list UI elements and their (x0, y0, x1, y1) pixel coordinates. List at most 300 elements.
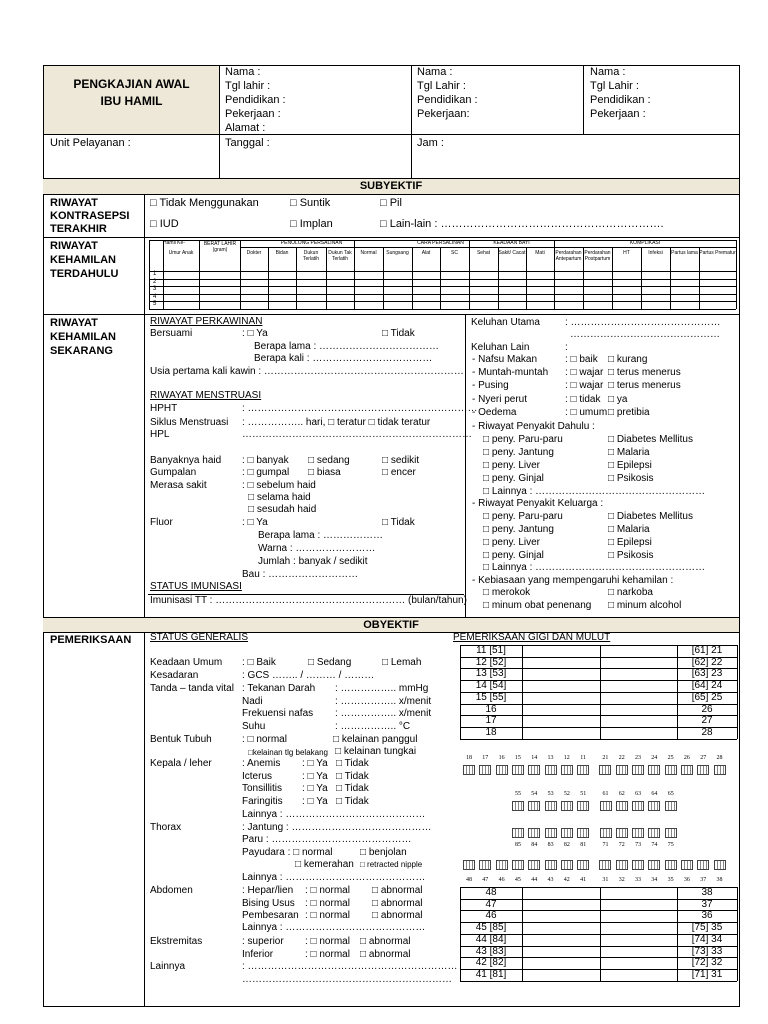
checkbox-lain-lain[interactable]: □ Lain-lain : ……………………………………………………. (380, 218, 664, 230)
odonto-upper-num-21: 21 (602, 755, 609, 761)
bentuk-normal[interactable]: : □ normal (242, 734, 287, 745)
odonto-lower-primary-num-74: 74 (651, 842, 658, 848)
berapa-kali-field[interactable]: Berapa kali : ……………………………… (254, 353, 433, 364)
col1-field-4[interactable]: Pekerjaan : (225, 108, 281, 120)
odonto-upper-num-23: 23 (635, 755, 641, 761)
hist-subhead-13: Perdarahan Postpartum (584, 250, 611, 262)
keluhan-utama-field[interactable]: : ……………………………………… (565, 317, 721, 328)
gigi-lower-right-8[interactable]: [71] 31 (691, 968, 723, 980)
fluor-tidak[interactable]: □ Tidak (382, 517, 415, 528)
ek-opt-a-2[interactable]: : □ normal (305, 948, 350, 960)
odonto-lower-num-48: 48 (466, 877, 472, 883)
odonto-lower-primary-tooth-74[interactable] (648, 828, 660, 838)
obyektif-band: OBYEKTIF (43, 617, 739, 633)
gigi-upper-right-6[interactable]: 26 (701, 703, 713, 715)
gigi-upper-left-2[interactable]: 12 [52] (475, 656, 507, 668)
ab-label-1: : Hepar/lien (242, 885, 294, 896)
odonto-upper-tooth-15[interactable] (512, 765, 524, 775)
hist-subhead-3: Dukun Terlatih (302, 250, 320, 262)
col1-field-3[interactable]: Pendidikan : (225, 94, 286, 106)
odonto-lower-primary-tooth-85[interactable] (512, 828, 524, 838)
gigi-lower-left-8[interactable]: 41 [81] (475, 968, 507, 980)
odonto-lower-tooth-45[interactable] (512, 860, 524, 870)
kepala-opt-a-2[interactable]: : □ Ya (302, 770, 328, 782)
dahulu-a-4[interactable]: □ peny. Ginjal (483, 473, 544, 484)
kebiasaan-title: - Kebiasaan yang mempengaruhi kehamilan : (472, 575, 674, 586)
odonto-upper-primary-num-65: 65 (667, 791, 674, 797)
odonto-lower-primary-num-71: 71 (602, 842, 609, 848)
odonto-lower-primary-tooth-71[interactable] (600, 828, 612, 838)
fluor-lama-field[interactable]: Berapa lama : ……………… (258, 530, 384, 541)
hist-row-number-3: 3 (153, 286, 157, 293)
hist-head-komplikasi: KOMPLIKASI (629, 240, 661, 246)
gigi-upper-right-4[interactable]: [64] 24 (691, 680, 723, 692)
odonto-lower-tooth-32[interactable] (616, 860, 628, 870)
fluor-bau-field[interactable]: Bau : ……………………… (242, 569, 359, 580)
gigi-upper-right-7[interactable]: 27 (701, 715, 713, 727)
odonto-upper-tooth-16[interactable] (496, 765, 508, 775)
ku-sedang[interactable]: □ Sedang (308, 657, 352, 668)
kepala-opt-b-3[interactable]: □ Tidak (336, 783, 369, 795)
gigi-upper-right-3[interactable]: [63] 23 (691, 668, 723, 680)
gigi-lower-right-5[interactable]: [74] 34 (691, 933, 723, 945)
odonto-upper-num-15: 15 (514, 755, 521, 761)
dahulu-b-3[interactable]: □ Epilepsi (608, 460, 652, 471)
checkbox-tidak-menggunakan[interactable]: □ Tidak Menggunakan (150, 197, 259, 209)
kebiasaan-b-2[interactable]: □ minum alcohol (608, 599, 682, 611)
haid-sedang[interactable]: □ sedang (308, 455, 350, 466)
gigi-upper-right-5[interactable]: [65] 25 (691, 691, 723, 703)
odonto-lower-primary-num-81: 81 (580, 842, 587, 848)
kepala-opt-b-4[interactable]: □ Tidak (336, 796, 369, 808)
gigi-upper-left-8[interactable]: 18 (485, 726, 497, 738)
odonto-upper-num-27: 27 (700, 755, 707, 761)
hist-head-penolong: PENOLONG PERSALINAN (280, 240, 343, 246)
gigi-lower-right-7[interactable]: [72] 32 (691, 957, 723, 969)
gigi-upper-right-2[interactable]: [62] 22 (691, 656, 723, 668)
bersuami-ya[interactable]: : □ Ya (242, 328, 268, 339)
odonto-upper-primary-tooth-63[interactable] (632, 801, 644, 811)
gigi-lower-right-4[interactable]: [75] 35 (691, 922, 723, 934)
kepala-lainnya-field[interactable]: Lainnya : …………………………………… (242, 809, 426, 820)
keluarga-a-2[interactable]: □ peny. Jantung (483, 524, 554, 535)
keluarga-b-3[interactable]: □ Epilepsi (608, 537, 652, 548)
gigi-upper-left-1[interactable]: 11 [51] (476, 645, 506, 656)
hist-subhead-6: Sungsang (386, 250, 409, 256)
hpht-label: HPHT (150, 403, 178, 414)
odonto-lower-num-36: 36 (683, 877, 690, 883)
banyak-haid-label: Banyaknya haid (150, 455, 222, 466)
checkbox-pil[interactable]: □ Pil (380, 197, 402, 209)
kepala-opt-b-2[interactable]: □ Tidak (336, 770, 369, 782)
odonto-lower-tooth-34[interactable] (648, 860, 660, 870)
sakit-sesudah[interactable]: □ sesudah haid (248, 504, 317, 515)
odonto-lower-primary-num-75: 75 (667, 842, 674, 848)
gumpalan-encer[interactable]: □ encer (382, 467, 416, 478)
keluhan-item-opt-a-2[interactable]: : □ wajar (565, 367, 604, 379)
dahulu-b-4[interactable]: □ Psikosis (608, 473, 654, 484)
col3-field-3[interactable]: Pendidikan : (590, 94, 651, 106)
haid-sedikit[interactable]: □ sedikit (382, 455, 420, 466)
kepala-opt-a-4[interactable]: : □ Ya (302, 796, 328, 808)
ku-baik[interactable]: : □ Baik (242, 657, 276, 668)
gigi-upper-left-6[interactable]: 16 (485, 703, 497, 715)
odonto-upper-primary-tooth-53[interactable] (545, 801, 557, 811)
odonto-upper-tooth-14[interactable] (528, 765, 540, 775)
gigi-lower-left-3[interactable]: 46 (485, 910, 497, 922)
ttv-field-1[interactable]: : …………….. mmHg (335, 683, 429, 694)
odonto-lower-primary-tooth-84[interactable] (528, 828, 540, 838)
checkbox-iud[interactable]: □ IUD (150, 218, 179, 230)
keluhan-item-label-5: - Oedema (472, 406, 517, 418)
odonto-lower-num-45: 45 (514, 877, 521, 883)
form-title-line2: IBU HAMIL (100, 94, 163, 108)
gigi-lower-left-1[interactable]: 48 (485, 887, 497, 898)
odonto-lower-tooth-33[interactable] (632, 860, 644, 870)
odonto-upper-primary-num-63: 63 (635, 791, 642, 797)
hist-head-umur-anak: Umur Anak (168, 250, 194, 256)
merasa-sakit-label: Merasa sakit (150, 480, 207, 491)
gumpalan-gumpal[interactable]: : □ gumpal (242, 467, 290, 478)
odonto-lower-primary-tooth-73[interactable] (632, 828, 644, 838)
odonto-lower-tooth-46[interactable] (496, 860, 508, 870)
odonto-upper-tooth-17[interactable] (479, 765, 491, 775)
gigi-lower-left-6[interactable]: 43 [83] (475, 945, 507, 957)
odonto-lower-num-43: 43 (547, 877, 554, 883)
keluhan-item-label-4: - Nyeri perut (472, 393, 528, 405)
dahulu-b-2[interactable]: □ Malaria (608, 447, 650, 458)
gumpalan-label: Gumpalan (150, 467, 197, 478)
ttv-label-4: Suhu (242, 720, 266, 732)
ab-opt-a-3[interactable]: : □ normal (305, 910, 350, 921)
hpht-field[interactable]: : …………………………………………………………… (242, 403, 478, 414)
ek-label-1: : superior (242, 936, 284, 947)
kepala-opt-b-1[interactable]: □ Tidak (336, 758, 369, 769)
odonto-upper-primary-tooth-54[interactable] (528, 801, 540, 811)
odonto-upper-tooth-27[interactable] (697, 765, 709, 775)
menstruasi-title: RIWAYAT MENSTRUASI (150, 390, 262, 401)
odonto-upper-num-16: 16 (498, 755, 505, 761)
odonto-upper-tooth-11[interactable] (577, 765, 589, 775)
checkbox-suntik[interactable]: □ Suntik (290, 197, 331, 209)
odonto-lower-tooth-31[interactable] (599, 860, 611, 870)
usia-kawin-field[interactable]: Usia pertama kali kawin : …………………………………………………… (150, 366, 464, 377)
keluhan-item-opt-a-5[interactable]: : □ umum (565, 406, 608, 418)
odonto-upper-primary-num-51: 51 (580, 791, 587, 797)
kesadaran-label: Kesadaran (150, 670, 199, 681)
kepala-opt-a-3[interactable]: : □ Ya (302, 783, 328, 795)
fluor-jumlah-field[interactable]: Jumlah : banyak / sedikit (258, 556, 368, 567)
odonto-upper-tooth-23[interactable] (632, 765, 644, 775)
odonto-upper-primary-tooth-52[interactable] (561, 801, 573, 811)
haid-banyak[interactable]: : □ banyak (242, 455, 289, 466)
ab-opt-b-1[interactable]: □ abnormal (372, 885, 423, 896)
ek-opt-b-1[interactable]: □ abnormal (360, 936, 411, 947)
gigi-lower-left-5[interactable]: 44 [84] (475, 933, 507, 945)
gigi-lower-right-3[interactable]: 36 (701, 910, 713, 922)
odonto-upper-num-22: 22 (618, 755, 625, 761)
odonto-upper-primary-tooth-55[interactable] (512, 801, 524, 811)
odonto-upper-primary-tooth-51[interactable] (577, 801, 589, 811)
siklus-label: Siklus Menstruasi (150, 417, 229, 428)
kepala-label-4: Faringitis (242, 796, 283, 808)
dahulu-b-1[interactable]: □ Diabetes Mellitus (608, 434, 693, 445)
odonto-lower-tooth-42[interactable] (561, 860, 573, 870)
odonto-upper-tooth-26[interactable] (681, 765, 693, 775)
col1-field-5[interactable]: Alamat : (225, 122, 266, 134)
hist-subhead-14: HT (623, 250, 630, 256)
perkawinan-title: RIWAYAT PERKAWINAN (150, 316, 263, 327)
payudara-kemerahan[interactable]: □ kemerahan (295, 859, 354, 870)
hist-subhead-1: Dokter (246, 250, 262, 256)
siklus-field[interactable]: : …………….. hari, □ teratur □ tidak teratur (242, 417, 431, 428)
odonto-lower-primary-tooth-81[interactable] (577, 828, 589, 838)
odonto-lower-tooth-47[interactable] (479, 860, 491, 870)
odonto-lower-num-41: 41 (580, 877, 587, 883)
keluarga-a-3[interactable]: □ peny. Liver (483, 537, 540, 548)
gigi-upper-left-3[interactable]: 13 [53] (475, 668, 507, 680)
kepala-label-1: : Anemis (242, 758, 281, 769)
keluarga-b-1[interactable]: □ Diabetes Mellitus (608, 511, 693, 522)
kebiasaan-a-1[interactable]: □ merokok (483, 587, 531, 598)
gigi-upper-left-7[interactable]: 17 (485, 715, 497, 727)
odonto-lower-tooth-41[interactable] (577, 860, 589, 870)
hist-subhead-11: Mati (535, 250, 545, 256)
odonto-upper-primary-num-64: 64 (651, 791, 658, 797)
dahulu-a-1[interactable]: □ peny. Paru-paru (483, 434, 563, 445)
keluhan-item-opt-b-2[interactable]: □ terus menerus (608, 367, 681, 379)
odonto-lower-primary-tooth-83[interactable] (545, 828, 557, 838)
bersuami-tidak[interactable]: □ Tidak (382, 328, 415, 339)
ttv-label-1: : Tekanan Darah (242, 683, 316, 694)
sekarang-label-1: RIWAYAT (50, 317, 98, 329)
bentuk-kelainan-tulang-belakang[interactable]: □kelainan tlg belakang (248, 748, 328, 757)
gigi-upper-right-8[interactable]: 28 (701, 726, 713, 738)
keluhan-lain-label: Keluhan Lain (471, 342, 530, 353)
ab-opt-a-2[interactable]: : □ normal (305, 897, 350, 909)
keluhan-item-opt-a-4[interactable]: : □ tidak (565, 393, 601, 405)
ab-opt-b-2[interactable]: □ abnormal (372, 897, 423, 909)
keluarga-b-2[interactable]: □ Malaria (608, 524, 650, 535)
odonto-upper-tooth-22[interactable] (616, 765, 628, 775)
odonto-upper-primary-num-62: 62 (618, 791, 625, 797)
keluhan-item-opt-b-3[interactable]: □ terus menerus (608, 380, 681, 392)
gigi-lower-right-1[interactable]: 38 (701, 887, 713, 898)
dahulu-a-3[interactable]: □ peny. Liver (483, 460, 540, 471)
hist-row-number-2: 2 (153, 278, 157, 285)
odonto-lower-tooth-37[interactable] (697, 860, 709, 870)
keluhan-item-opt-a-3[interactable]: : □ wajar (565, 380, 604, 392)
odonto-lower-primary-num-85: 85 (515, 842, 521, 848)
hpl-label: HPL (150, 429, 170, 440)
hist-head-keadaan: KEADAAN BAYI (493, 240, 530, 246)
ek-opt-b-2[interactable]: □ abnormal (360, 948, 411, 960)
hist-subhead-2: Bidan (275, 250, 289, 256)
kepala-opt-a-1[interactable]: : □ Ya (302, 758, 328, 769)
ek-opt-a-1[interactable]: : □ normal (305, 936, 350, 947)
kepala-label-2: Icterus (242, 770, 273, 782)
odonto-upper-primary-tooth-64[interactable] (648, 801, 660, 811)
odonto-lower-primary-tooth-82[interactable] (561, 828, 573, 838)
odonto-upper-num-25: 25 (667, 755, 674, 761)
col2-field-2[interactable]: Tgl Lahir : (417, 80, 466, 92)
payudara-benjolan[interactable]: □ benjolan (360, 847, 407, 858)
unit-pelayanan-label: Unit Pelayanan : (50, 137, 131, 149)
hist-subhead-12: Perdarahan Antepartum (555, 250, 582, 262)
imunisasi-tt-field[interactable]: Imunisasi TT : ………………………………………………… (bulan/tahun) (150, 595, 467, 606)
keluarga-lainnya[interactable]: □ Lainnya : …………………………………………… (483, 562, 706, 573)
sekarang-label-3: SEKARANG (50, 345, 113, 357)
kebiasaan-a-2[interactable]: □ minum obat penenang (483, 599, 592, 611)
imunisasi-title: STATUS IMUNISASI (150, 581, 242, 592)
col2-field-1[interactable]: Nama : (417, 66, 453, 78)
kontrasepsi-label-2: KONTRASEPSI (50, 210, 130, 222)
kepala-leher-label: Kepala / leher (150, 758, 212, 769)
col2-field-4[interactable]: Pekerjaan: (417, 108, 470, 120)
keluarga-a-1[interactable]: □ peny. Paru-paru (483, 511, 563, 522)
keluarga-b-4[interactable]: □ Psikosis (608, 550, 654, 561)
odonto-lower-tooth-36[interactable] (681, 860, 693, 870)
hist-subhead-15: Infeksi (648, 250, 663, 256)
kontrasepsi-label-1: RIWAYAT (50, 197, 98, 209)
keluhan-item-opt-b-4[interactable]: □ ya (608, 393, 628, 405)
odonto-lower-num-44: 44 (531, 877, 538, 883)
subyektif-band: SUBYEKTIF (43, 178, 739, 195)
keluhan-item-opt-a-1[interactable]: : □ baik (565, 354, 598, 365)
odonto-upper-tooth-13[interactable] (545, 765, 557, 775)
kontrasepsi-label-3: TERAKHIR (50, 223, 107, 235)
odonto-upper-num-11: 11 (580, 755, 586, 761)
keluarga-a-4[interactable]: □ peny. Ginjal (483, 550, 544, 561)
ku-lemah[interactable]: □ Lemah (382, 657, 422, 668)
berapa-lama-field[interactable]: Berapa lama : ……………………………… (254, 341, 440, 352)
bentuk-kelainan-panggul[interactable]: □ kelainan panggul (333, 734, 418, 745)
gigi-lower-right-6[interactable]: [73] 33 (691, 945, 723, 957)
kehamilan-label-3: TERDAHULU (50, 268, 119, 280)
kesadaran-gcs-field[interactable]: : GCS …….. / ……… / ……… (242, 670, 375, 681)
keadaan-umum-label: Keadaan Umum (150, 657, 223, 668)
ttv-label: Tanda – tanda vital (150, 683, 234, 694)
checkbox-implan[interactable]: □ Implan (290, 218, 333, 230)
lainnya-field-1[interactable]: : ……………………………………………………… (242, 961, 458, 972)
sekarang-label-2: KEHAMILAN (50, 331, 116, 343)
col3-field-1[interactable]: Nama : (590, 66, 626, 78)
odonto-lower-primary-num-72: 72 (618, 842, 625, 848)
pemeriksaan-label: PEMERIKSAAN (50, 634, 132, 646)
col2-field-3[interactable]: Pendidikan : (417, 94, 478, 106)
gigi-lower-left-2[interactable]: 47 (485, 898, 497, 910)
keluhan-item-opt-b-1[interactable]: □ kurang (608, 354, 648, 365)
odonto-upper-num-17: 17 (482, 755, 489, 761)
keluhan-item-label-3: - Pusing (472, 380, 509, 392)
odonto-upper-tooth-12[interactable] (561, 765, 573, 775)
payudara-normal[interactable]: Payudara : □ normal (242, 847, 333, 858)
odonto-lower-tooth-43[interactable] (545, 860, 557, 870)
col3-field-4[interactable]: Pekerjaan : (590, 108, 646, 120)
ab-opt-a-1[interactable]: : □ normal (305, 885, 350, 896)
odonto-upper-tooth-21[interactable] (599, 765, 611, 775)
col3-field-2[interactable]: Tgl Lahir : (590, 80, 639, 92)
odonto-lower-primary-tooth-75[interactable] (665, 828, 677, 838)
odonto-upper-primary-tooth-62[interactable] (616, 801, 628, 811)
keluhan-item-opt-b-5[interactable]: □ pretibia (608, 406, 650, 418)
gumpalan-biasa[interactable]: □ biasa (308, 467, 341, 478)
odonto-upper-tooth-24[interactable] (648, 765, 660, 775)
sakit-sebelum[interactable]: : □ sebelum haid (242, 480, 316, 491)
keluarga-title: - Riwayat Penyakit Keluarga : (472, 498, 604, 509)
odonto-upper-num-28: 28 (716, 755, 723, 761)
odonto-lower-primary-num-73: 73 (635, 842, 642, 848)
gigi-upper-left-5[interactable]: 15 [55] (475, 691, 507, 703)
odonto-lower-primary-tooth-72[interactable] (616, 828, 628, 838)
status-generalis-title: STATUS GENERALIS (150, 632, 248, 643)
lainnya-field-2[interactable]: ……………………………………………………… (242, 974, 452, 985)
odonto-lower-primary-num-84: 84 (531, 842, 538, 848)
col1-field-1[interactable]: Nama : (225, 66, 261, 78)
hist-head-cara: CARA PERSALINAN (417, 240, 464, 246)
fluor-warna-field[interactable]: Warna : …………………… (258, 543, 376, 554)
ttv-label-3: Frekuensi nafas (242, 708, 314, 720)
odonto-upper-primary-num-55: 55 (515, 791, 521, 797)
odonto-lower-num-47: 47 (482, 877, 489, 883)
odonto-upper-primary-tooth-61[interactable] (600, 801, 612, 811)
sakit-selama[interactable]: □ selama haid (248, 492, 311, 503)
ttv-field-4[interactable]: : …………….. °C (335, 720, 411, 732)
odonto-upper-primary-tooth-65[interactable] (665, 801, 677, 811)
odonto-upper-tooth-28[interactable] (714, 765, 726, 775)
dahulu-a-2[interactable]: □ peny. Jantung (483, 447, 554, 458)
gigi-lower-left-4[interactable]: 45 [85] (475, 922, 507, 934)
hist-row-number-5: 5 (153, 301, 157, 308)
ttv-field-2[interactable]: : …………….. x/menit (335, 695, 432, 707)
gigi-lower-right-2[interactable]: 37 (701, 898, 713, 910)
kehamilan-label-1: RIWAYAT (50, 240, 98, 252)
fluor-ya[interactable]: : □ Ya (242, 517, 268, 528)
col1-field-2[interactable]: Tgl lahir : (225, 80, 271, 92)
thorax-paru-field[interactable]: Paru : …………………………………… (242, 834, 412, 845)
payudara-retracted-nipple[interactable]: □ retracted nipple (360, 860, 423, 869)
odonto-upper-primary-num-52: 52 (563, 791, 570, 797)
hpl-field[interactable]: …………………………………………………………… (242, 429, 472, 440)
dahulu-lainnya[interactable]: □ Lainnya : …………………………………………… (483, 486, 706, 497)
ttv-field-3[interactable]: : …………….. x/menit (335, 708, 432, 720)
odonto-lower-num-33: 33 (635, 877, 641, 883)
keluhan-utama-field-2[interactable]: ……………………………………… (570, 329, 720, 340)
odonto-lower-tooth-48[interactable] (463, 860, 475, 870)
gigi-upper-right-1[interactable]: [61] 21 (691, 645, 723, 656)
odonto-upper-tooth-18[interactable] (463, 765, 475, 775)
kebiasaan-b-1[interactable]: □ narkoba (608, 587, 653, 598)
thorax-jantung-field[interactable]: : Jantung : …………………………………… (242, 822, 432, 833)
odonto-lower-num-31: 31 (602, 877, 609, 883)
hist-row-number-1: 1 (153, 271, 157, 277)
odonto-lower-tooth-38[interactable] (714, 860, 726, 870)
ab-opt-b-3[interactable]: □ abnormal (372, 910, 423, 921)
odonto-upper-primary-num-53: 53 (547, 791, 554, 797)
gigi-lower-left-7[interactable]: 42 [82] (475, 957, 507, 969)
hist-subhead-17: Partus Prematur (699, 250, 736, 256)
odonto-lower-tooth-44[interactable] (528, 860, 540, 870)
ek-label-2: Inferior (242, 948, 274, 960)
thorax-lainnya-field[interactable]: Lainnya : …………………………………… (242, 872, 426, 883)
odonto-lower-tooth-35[interactable] (665, 860, 677, 870)
odonto-upper-tooth-25[interactable] (665, 765, 677, 775)
abdomen-lainnya-field[interactable]: Lainnya : …………………………………… (242, 922, 426, 933)
fluor-label: Fluor (150, 517, 173, 528)
gigi-upper-left-4[interactable]: 14 [54] (475, 680, 507, 692)
odonto-lower-primary-num-82: 82 (563, 842, 570, 848)
bentuk-kelainan-tungkai[interactable]: □ kelainan tungkai (335, 746, 417, 757)
